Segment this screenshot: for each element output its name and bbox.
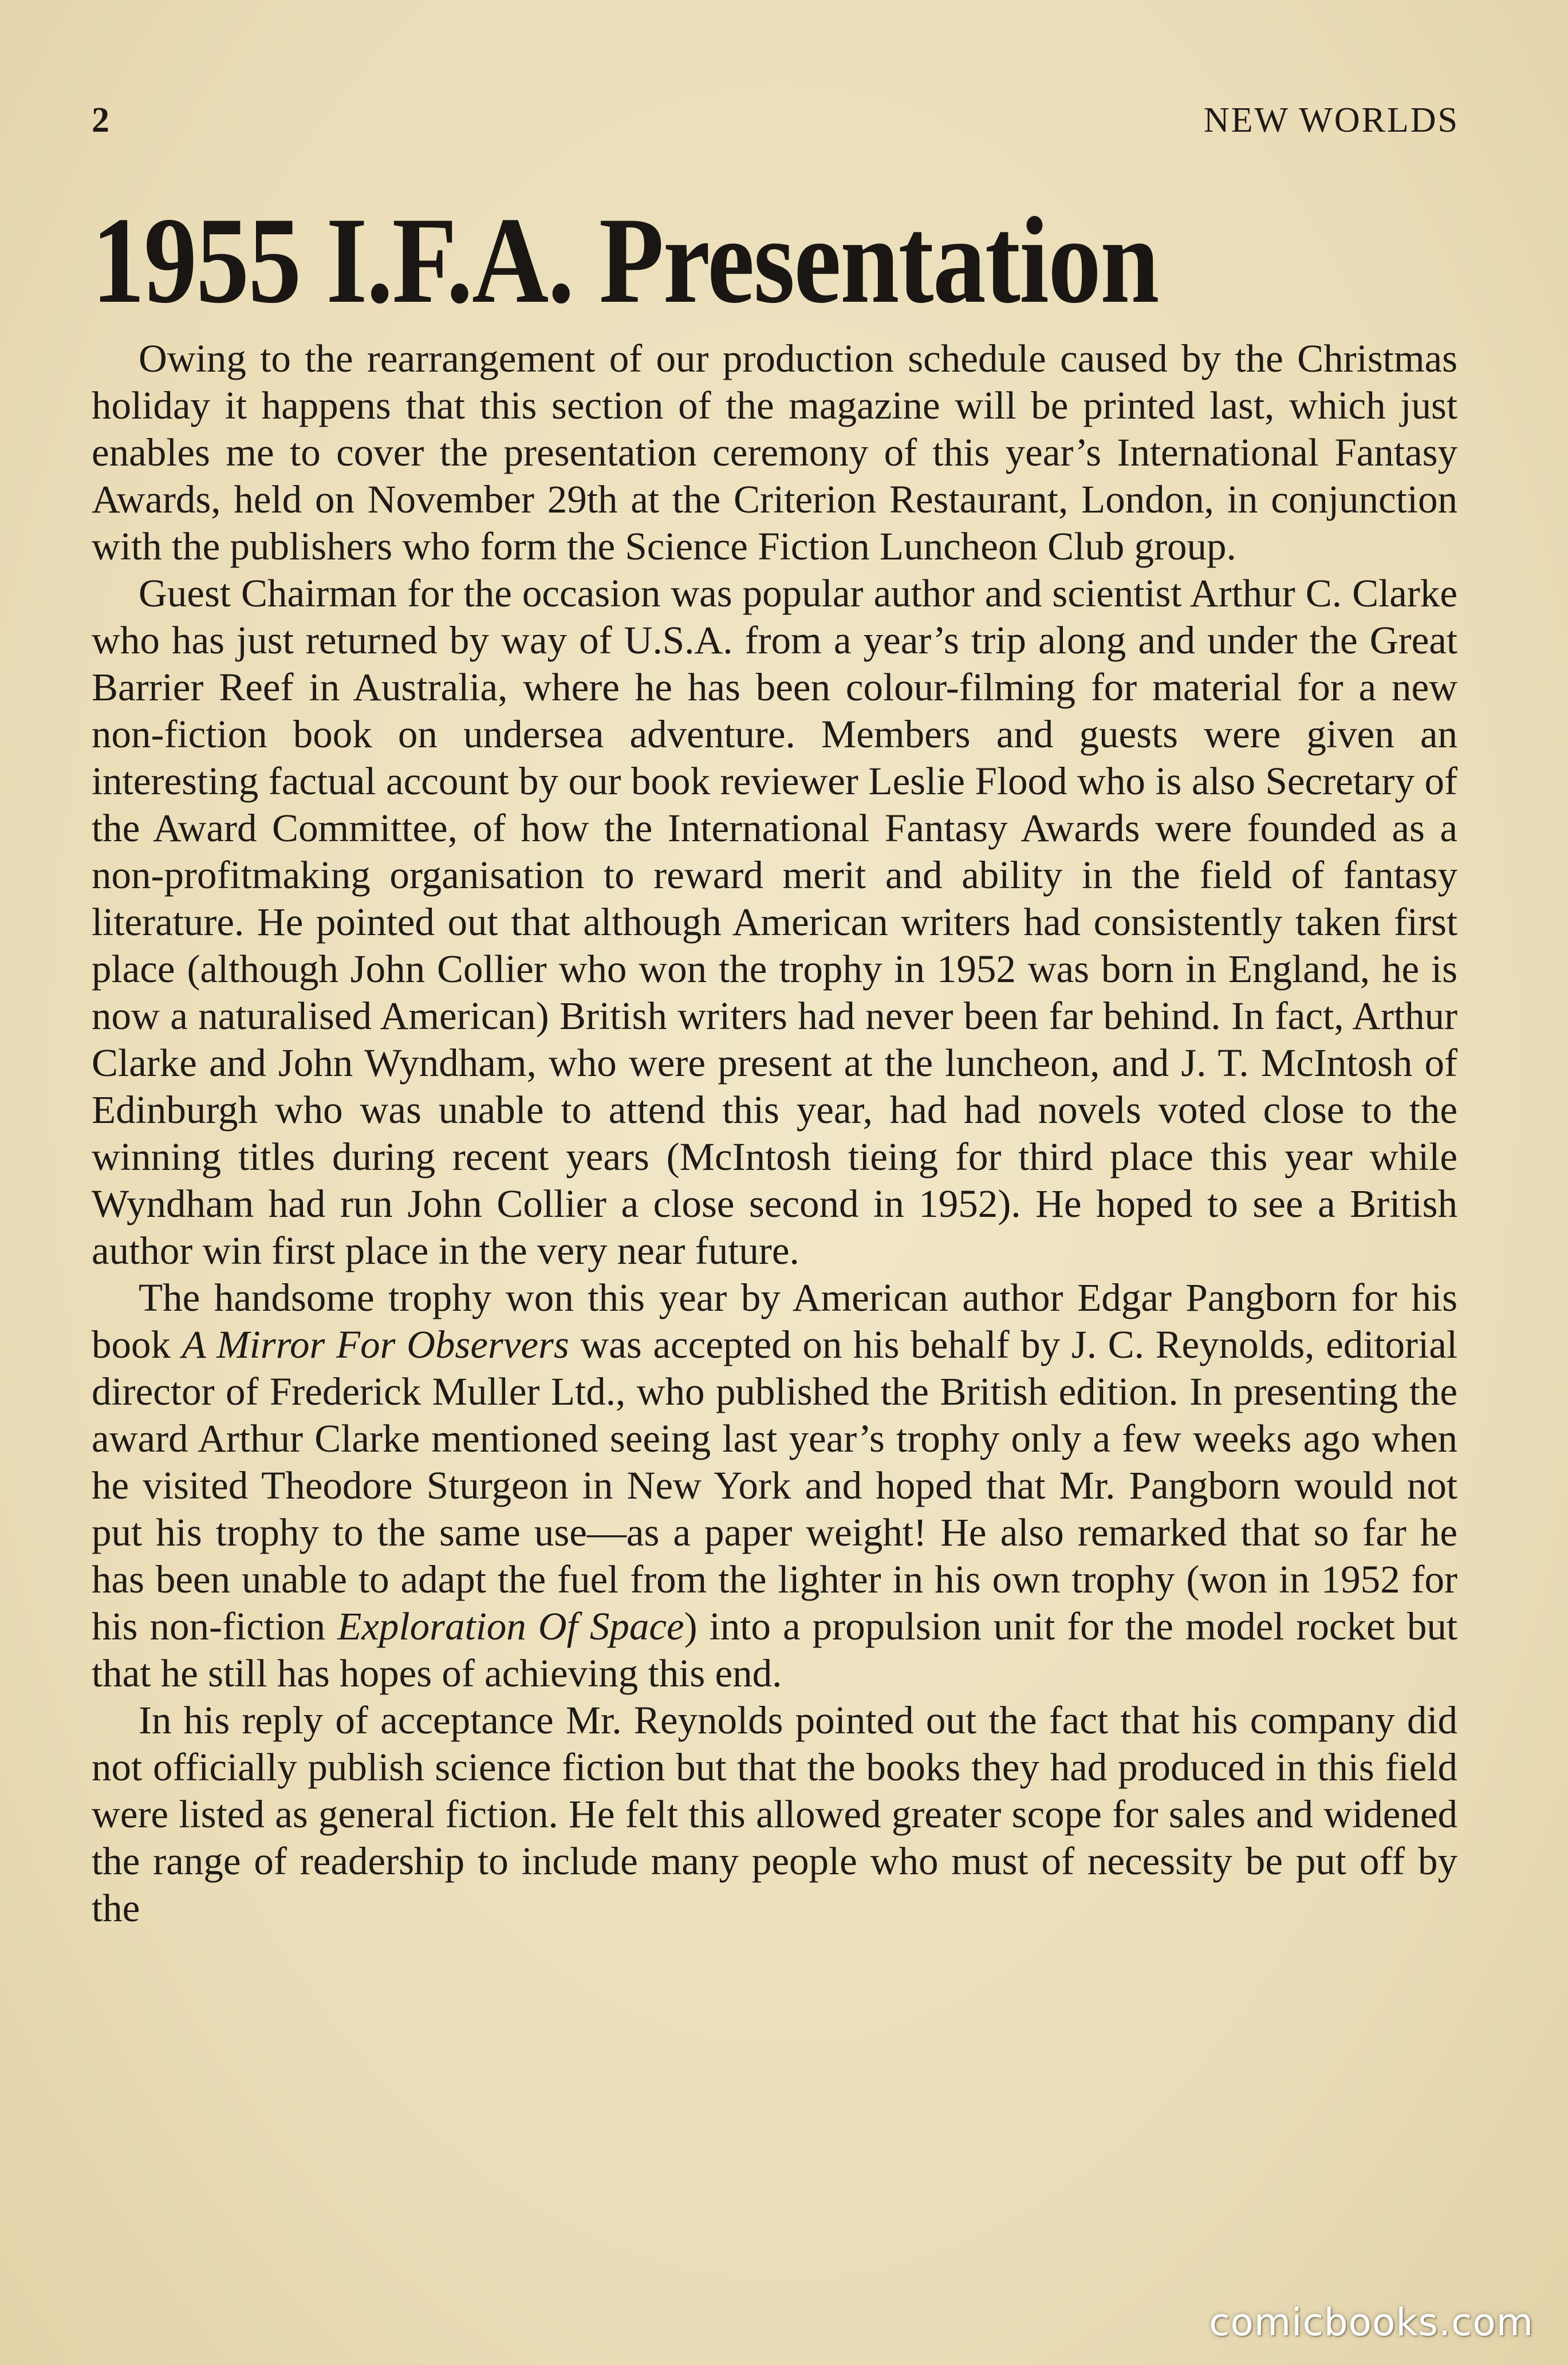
magazine-name: NEW WORLDS — [1203, 101, 1459, 140]
book-title-mirror-for-observers: A Mirror For Observers — [182, 1323, 569, 1366]
paragraph-3-text-start: The handsome trophy won this year by American author Edgar Pangborn for his book — [92, 1276, 1457, 1366]
paragraph-4-text: In his reply of acceptance Mr. Reynolds pointed out the fact that his company did not officially publish science fiction but that the books they had produced in this field were listed as general fiction. He felt this allowed greater scope for sales and widened the range of readership to include many people who must of necessity be put off by the — [92, 1698, 1457, 1930]
paragraph-3-text-end: ) into a propulsion unit for the model rocket but that he still has hopes of achieving this end. — [92, 1605, 1457, 1695]
paragraph-3 — [92, 1274, 1457, 1697]
paragraph-3-text-middle: was accepted on his behalf by J. C. Reynolds, editorial director of Frederick Muller Ltd., who published the British edition. In presenting the award Arthur Clarke mentioned seeing last year’s trophy only a few weeks ago when he visited Theodore Sturgeon in New York and hoped that Mr. Pangborn would not put his trophy to the same use—as a paper weight! He also remarked that so far he has been unable to adapt the fuel from the lighter in his own trophy (won in 1952 for his non-fiction — [92, 1323, 1457, 1648]
watermark: comicbooks.com — [1209, 2300, 1534, 2344]
paragraph-2 — [92, 570, 1457, 1274]
paragraph-2-text: Guest Chairman for the occasion was popular author and scientist Arthur C. Clarke who has just returned by way of U.S.A. from a year’s trip along and under the Great Barrier Reef in Australia, where he has been colour-filming for material for a new non-fiction book on undersea adventure. Members and guests were given an interesting factual account by our book reviewer Leslie Flood who is also Secretary of the Award Committee, of how the International Fantasy Awards were founded as a non-profitmaking organisation to reward merit and ability in the field of fantasy literature. He pointed out that although American writers had consistently taken first place (although John Collier who won the trophy in 1952 was born in England, he is now a naturalised American) British writers had never been far behind. In fact, Arthur Clarke and John Wyndham, who were present at the luncheon, and J. T. McIntosh of Edinburgh who was unable to attend this year, had had novels voted close to the winning titles during recent years (McIntosh tieing for third place this year while Wyndham had run John Collier a close second in 1952). He hoped to see a British author win first place in the very near future. — [92, 571, 1457, 1272]
running-head — [92, 100, 1459, 146]
paragraph-1 — [92, 335, 1457, 570]
article-body — [92, 335, 1457, 1932]
paragraph-1-text: Owing to the rearrangement of our production schedule caused by the Christmas holiday it happens that this section of the magazine will be printed last, which just enables me to cover the presentation ceremony of this year’s International Fantasy Awards, held on November 29th at the Criterion Restaurant, London, in conjunction with the publishers who form the Science Fiction Luncheon Club group. — [92, 337, 1457, 568]
article-headline: 1955 I.F.A. Presentation — [92, 192, 1159, 329]
paragraph-4 — [92, 1697, 1457, 1932]
page-number: 2 — [92, 101, 111, 140]
book-title-exploration-of-space: Exploration Of Space — [337, 1605, 684, 1648]
